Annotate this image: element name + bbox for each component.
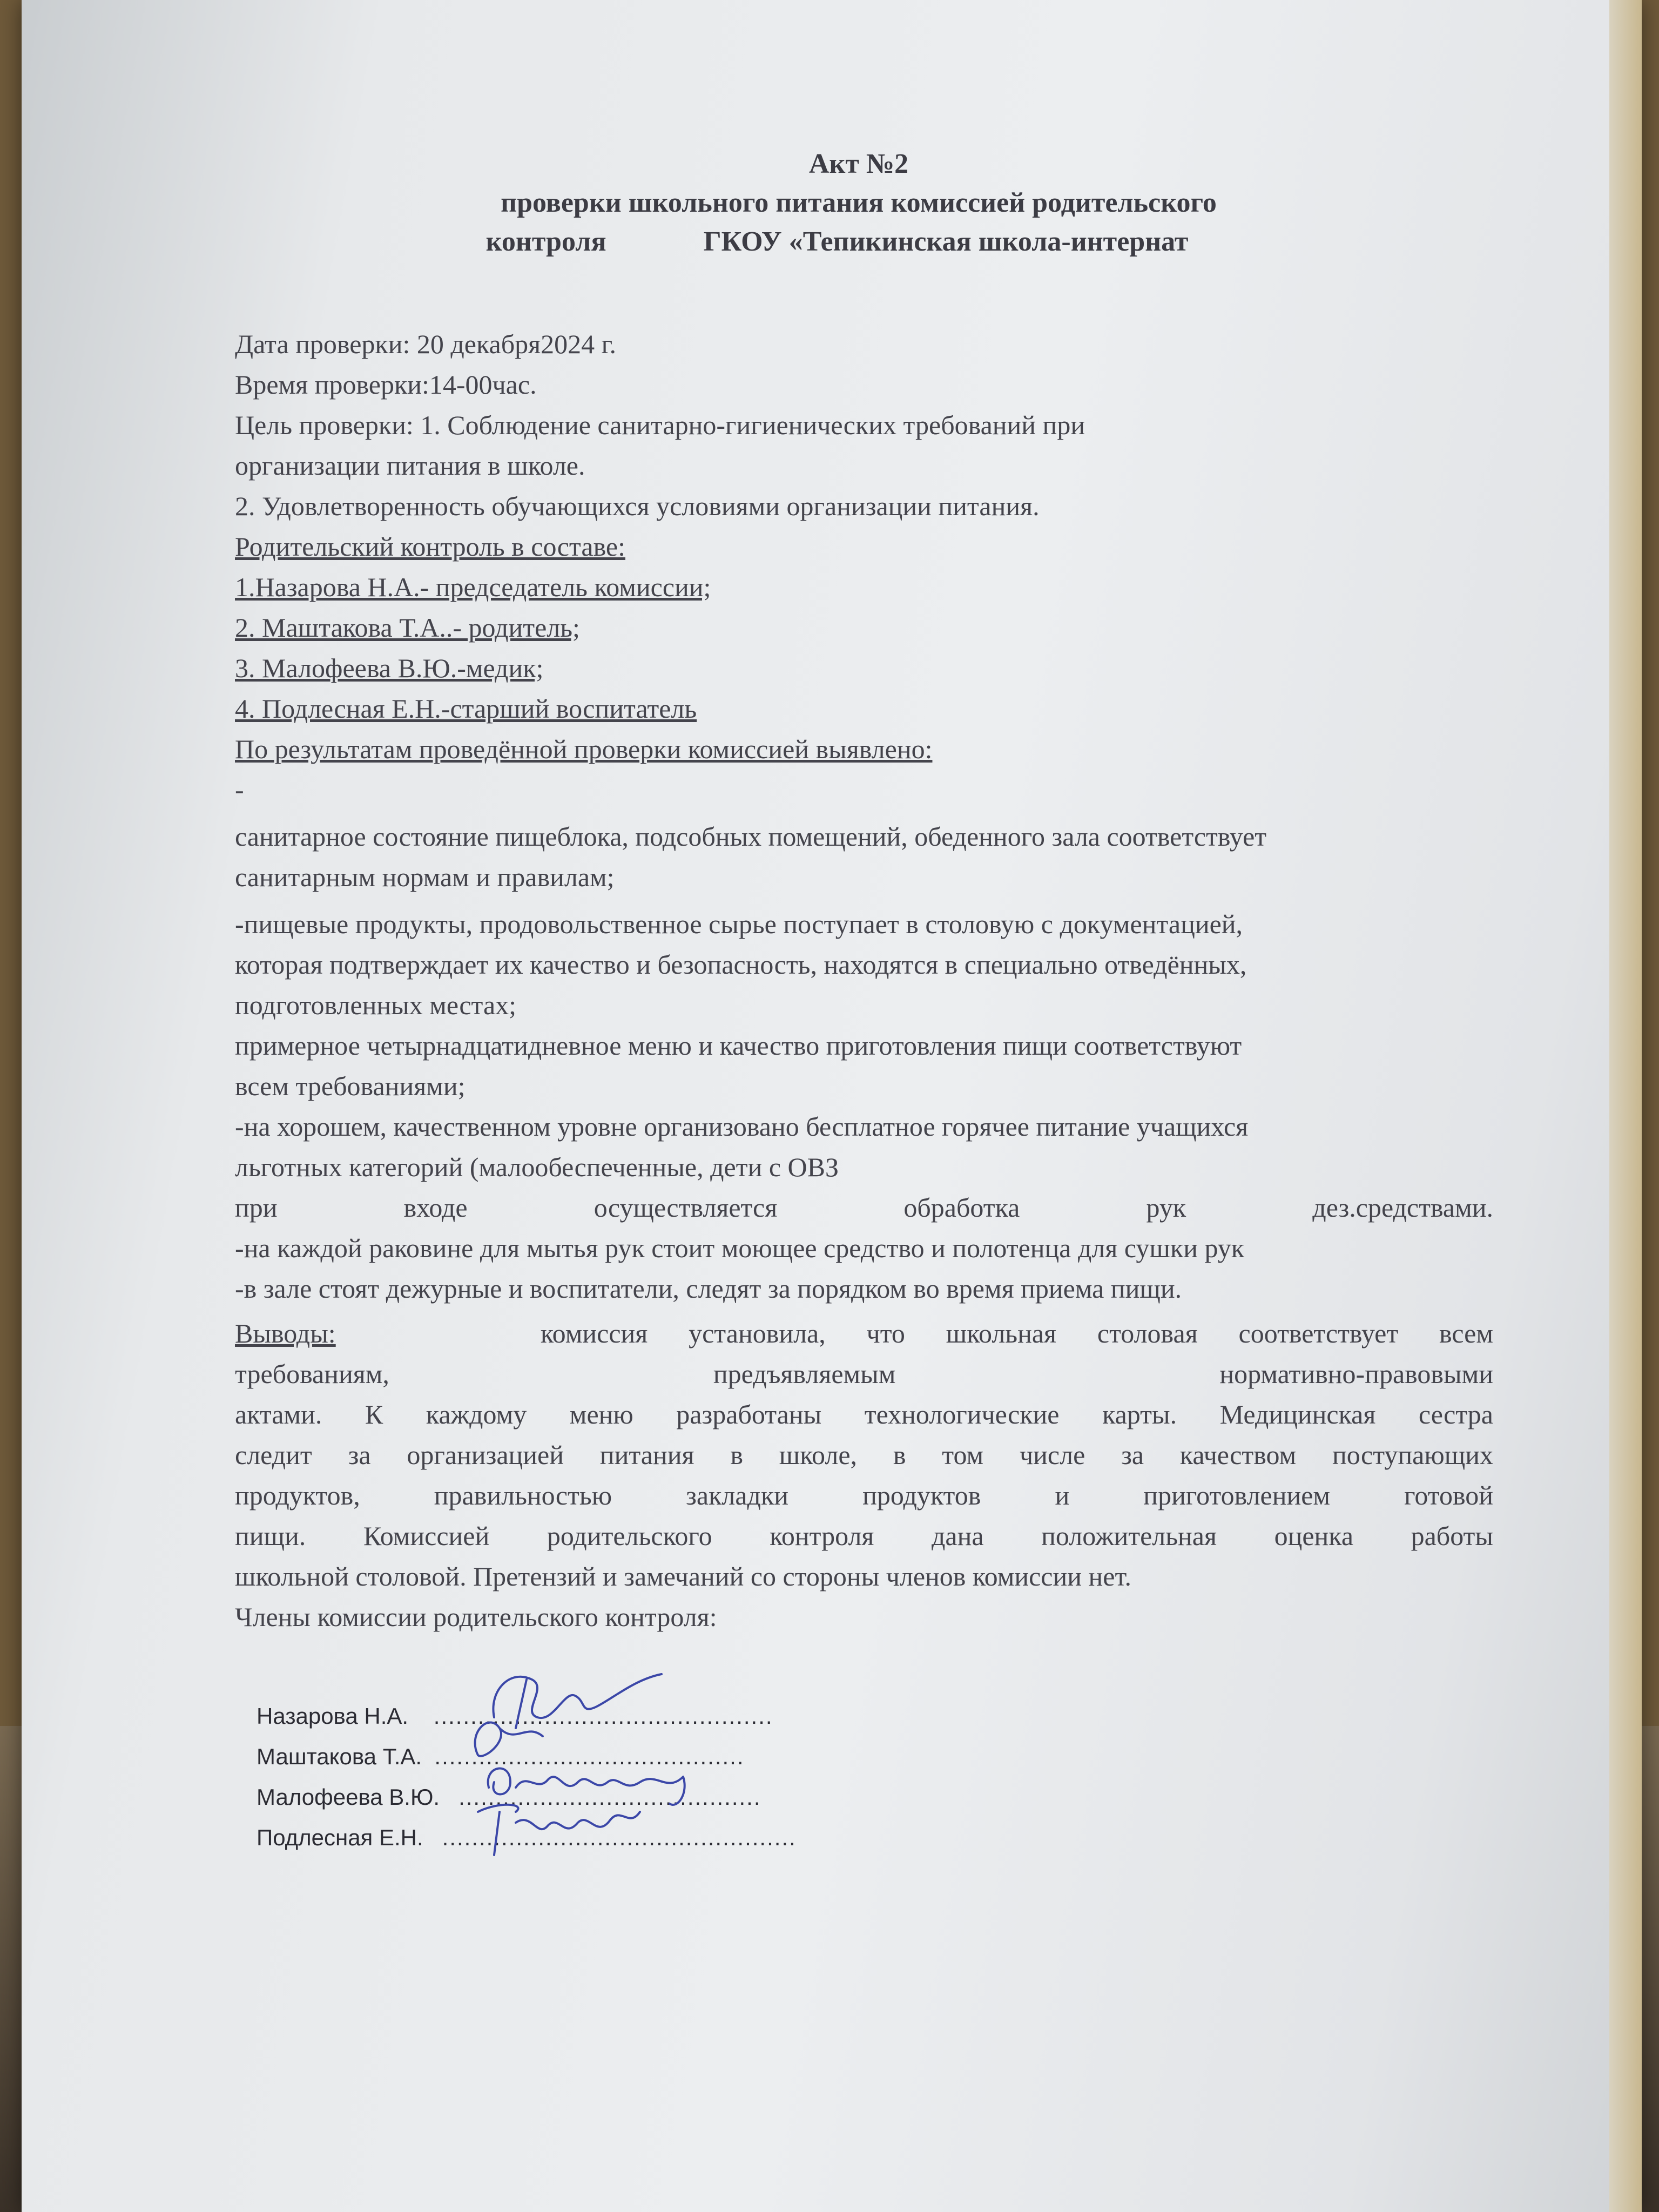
conclusions-line3: актами. К каждому меню разработаны технологические карты. Медицинская сестра: [235, 1399, 1493, 1429]
signer-name-4: Подлесная Е.Н.: [257, 1825, 423, 1850]
document-page: [22, 0, 1642, 2212]
composition-heading: Родительский контроль в составе:: [235, 531, 625, 562]
conclusions-line7: школьной столовой. Претензий и замечаний со стороны членов комиссии нет.: [235, 1561, 1132, 1591]
finding-3-line1: примерное четырнадцатидневное меню и качество приготовления пищи соответствуют: [235, 1030, 1242, 1061]
finding-7: -в зале стоят дежурные и воспитатели, следят за порядком во время приема пищи.: [235, 1273, 1182, 1304]
finding-5: при входе осуществляется обработка рук дез.средствами.: [235, 1192, 1493, 1223]
document-subtitle-line2: [22, 222, 1642, 261]
finding-2-line3: подготовленных местах;: [235, 990, 517, 1020]
finding-4-line2: льготных категорий (малообеспеченные, дети с ОВЗ: [235, 1152, 839, 1182]
signature-line-2: ..........................................: [434, 1744, 745, 1769]
document-body: [235, 324, 1493, 1637]
conclusions-line2: требованиям, предъявляемым нормативно-правовыми: [235, 1359, 1493, 1389]
conclusions-label: Выводы:: [235, 1318, 336, 1348]
finding-2-line1: -пищевые продукты, продовольственное сырье поступает в столовую с документацией,: [235, 909, 1243, 939]
results-dash: -: [235, 774, 244, 805]
subtitle-control-word: контроля: [485, 226, 606, 257]
signature-row-2: [257, 1736, 797, 1777]
signature-block: [257, 1696, 797, 1858]
conclusions-line5: продуктов, правильностью закладки продуктов и приготовлением готовой: [235, 1480, 1493, 1510]
document-title: Акт №2: [808, 149, 909, 179]
finding-1-line1: санитарное состояние пищеблока, подсобных помещений, обеденного зала соответствует: [235, 821, 1267, 852]
subtitle-school-name: ГКОУ «Тепикинская школа-интернат: [703, 226, 1189, 257]
member-2: 2. Маштакова Т.А..- родитель;: [235, 612, 580, 643]
inspection-time: Время проверки:14-00час.: [235, 369, 537, 400]
signer-name-3: Малофеева В.Ю.: [257, 1784, 440, 1810]
finding-6: -на каждой раковине для мытья рук стоит моющее средство и полотенца для сушки рук: [235, 1233, 1245, 1263]
signer-name-2: Маштакова Т.А.: [257, 1744, 422, 1769]
signature-line-4: ................................................: [442, 1825, 797, 1850]
member-3: 3. Малофеева В.Ю.-медик;: [235, 653, 544, 683]
signature-row-1: [257, 1696, 797, 1736]
document-header: [22, 145, 1642, 261]
document-subtitle-line1: проверки школьного питания комиссией родительского: [501, 187, 1217, 218]
conclusions-text-1: комиссия установила, что школьная столовая соответствует всем: [540, 1318, 1494, 1348]
conclusions-line1: [235, 1313, 1493, 1354]
finding-4-line1: -на хорошем, качественном уровне организовано бесплатное горячее питание учащихся: [235, 1111, 1249, 1142]
finding-1-line2: санитарным нормам и правилам;: [235, 862, 615, 892]
page-edge: [1609, 0, 1642, 2212]
signer-name-1: Назарова Н.А.: [257, 1703, 409, 1729]
inspection-goal-line1: Цель проверки: 1. Соблюдение санитарно-гигиенических требований при: [235, 410, 1085, 440]
signature-row-4: [257, 1817, 797, 1858]
finding-3-line2: всем требованиями;: [235, 1071, 466, 1101]
signature-line-3: .........................................: [458, 1784, 761, 1810]
inspection-goal-line2: организации питания в школе.: [235, 450, 585, 481]
signature-line-1: ..............................................: [433, 1703, 773, 1729]
conclusions-line6: пищи. Комиссией родительского контроля дана положительная оценка работы: [235, 1521, 1493, 1551]
member-4: 4. Подлесная Е.Н.-старший воспитатель: [235, 693, 697, 724]
conclusions-line4: следит за организацией питания в школе, в том числе за качеством поступающих: [235, 1440, 1493, 1470]
finding-2-line2: которая подтверждает их качество и безопасность, находятся в специально отведённых,: [235, 949, 1247, 980]
member-1: 1.Назарова Н.А.- председатель комиссии;: [235, 572, 711, 602]
signature-row-3: [257, 1777, 797, 1817]
inspection-date: Дата проверки: 20 декабря2024 г.: [235, 329, 617, 359]
members-signoff: Члены комиссии родительского контроля:: [235, 1602, 717, 1632]
inspection-goal-line3: 2. Удовлетворенность обучающихся условиями организации питания.: [235, 491, 1040, 521]
results-heading: По результатам проведённой проверки комиссией выявлено:: [235, 734, 933, 764]
